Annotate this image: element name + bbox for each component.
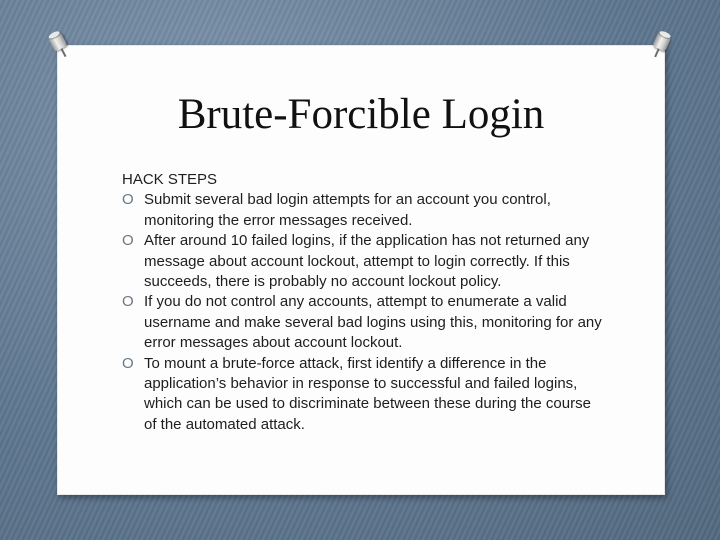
- list-item: [122, 292, 602, 353]
- list-item: [122, 190, 602, 231]
- bullet-marker: O: [122, 293, 134, 311]
- slide-body: [122, 170, 602, 435]
- list-item: [122, 231, 602, 292]
- bullet-text: Submit several bad login attempts for an account you control, monitoring the error messages received.: [144, 191, 551, 229]
- bullet-text: After around 10 failed logins, if the application has not returned any message about account lockout, attempt to login correctly. If this succeeds, there is probably no account lockout policy.: [144, 232, 590, 291]
- bullet-marker: O: [122, 191, 134, 209]
- bullet-marker: O: [122, 232, 134, 250]
- pushpin-icon: [648, 31, 671, 60]
- list-item: [122, 354, 602, 436]
- bullet-marker: O: [122, 354, 134, 372]
- slide-title: Brute-Forcible Login: [177, 91, 545, 138]
- bullet-text: If you do not control any accounts, attempt to enumerate a valid username and make several bad logins using this, monitoring for any error messages about account lockout.: [144, 293, 602, 352]
- bullet-text: To mount a brute-force attack, first identify a difference in the application’s behavior in response to successful and failed logins, which can be used to discriminate between these during the course of the automated attack.: [144, 354, 591, 433]
- bullet-list: [122, 190, 602, 435]
- hack-steps-heading: HACK STEPS: [122, 171, 218, 188]
